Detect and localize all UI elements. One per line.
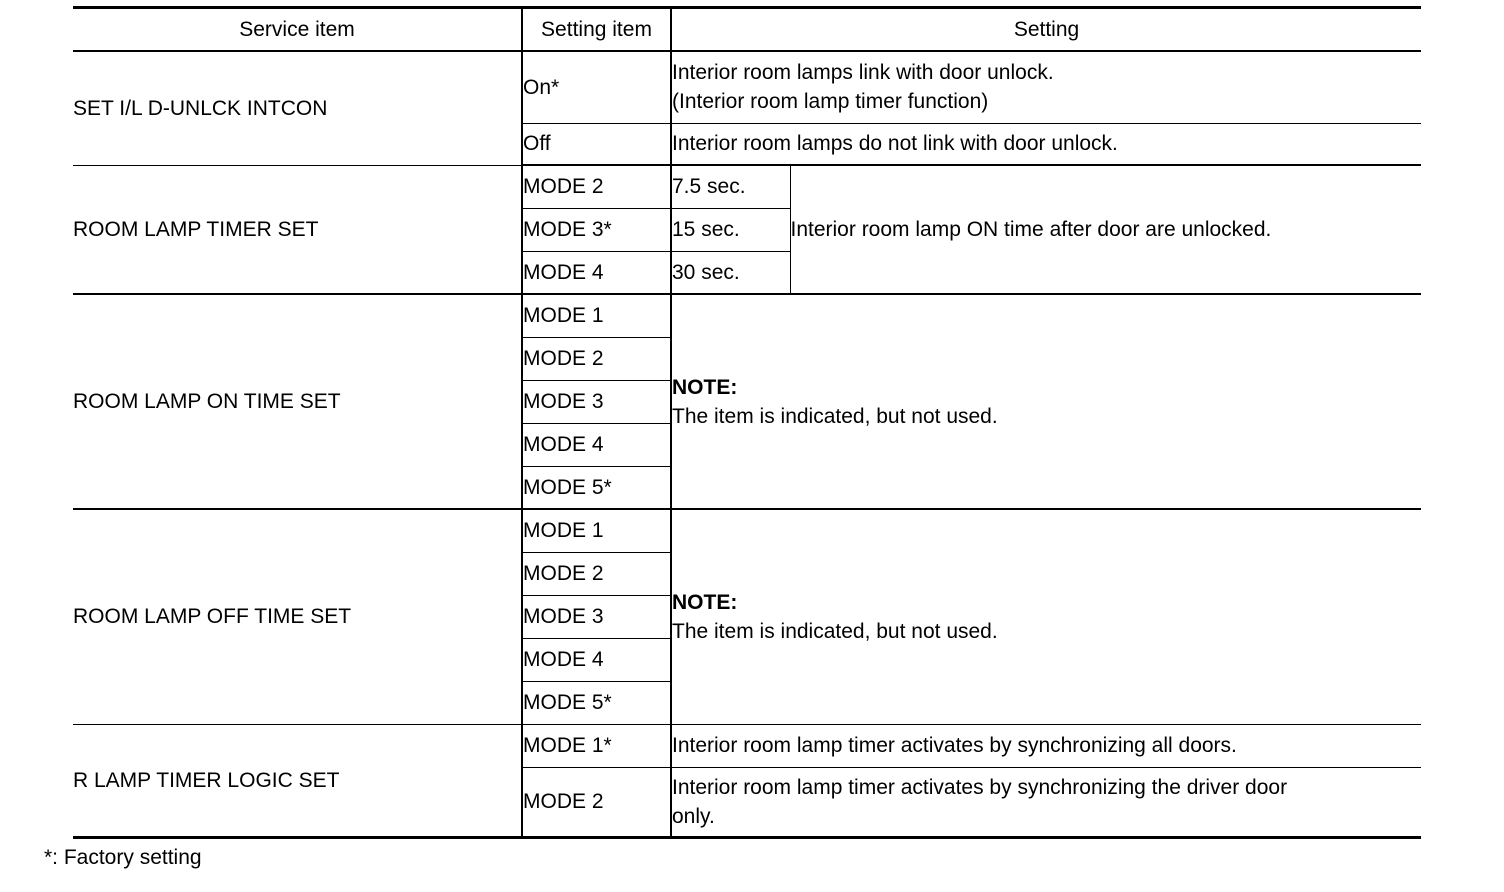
- header-service-item: Service item: [73, 8, 522, 52]
- setting-description: Interior room lamp ON time after door are unlocked.: [790, 165, 1421, 294]
- table-row: [73, 724, 1421, 767]
- table-header-row: [73, 8, 1421, 52]
- setting-description: Interior room lamps do not link with door unlock.: [671, 123, 1421, 165]
- setting-item: MODE 1: [522, 294, 671, 337]
- note-text: The item is indicated, but not used.: [672, 404, 998, 428]
- setting-description: [671, 767, 1421, 837]
- setting-item: MODE 4: [522, 423, 671, 466]
- table-row: [73, 165, 1421, 208]
- setting-description: Interior room lamp timer activates by synchronizing all doors.: [671, 724, 1421, 767]
- service-table-container: [73, 6, 1421, 839]
- time-value: 30 sec.: [671, 251, 790, 294]
- setting-description: [671, 51, 1421, 123]
- setting-item: MODE 2: [522, 767, 671, 837]
- header-setting-item: Setting item: [522, 8, 671, 52]
- setting-item: MODE 1*: [522, 724, 671, 767]
- time-value: 7.5 sec.: [671, 165, 790, 208]
- description-line: (Interior room lamp timer function): [672, 90, 989, 114]
- service-name: SET I/L D-UNLCK INTCON: [73, 51, 522, 165]
- footnote: *: Factory setting: [44, 846, 202, 869]
- description-line: only.: [672, 804, 715, 828]
- note-label: NOTE:: [672, 375, 738, 399]
- setting-item: MODE 3: [522, 380, 671, 423]
- table-row: [73, 509, 1421, 552]
- setting-item: MODE 3*: [522, 208, 671, 251]
- service-name: ROOM LAMP TIMER SET: [73, 165, 522, 294]
- setting-item: MODE 2: [522, 165, 671, 208]
- setting-item: MODE 5*: [522, 466, 671, 509]
- setting-item: MODE 1: [522, 509, 671, 552]
- setting-item: Off: [522, 123, 671, 165]
- setting-item: On*: [522, 51, 671, 123]
- header-setting: Setting: [671, 8, 1421, 52]
- service-name: ROOM LAMP ON TIME SET: [73, 294, 522, 509]
- table-row: [73, 294, 1421, 337]
- setting-item: MODE 5*: [522, 681, 671, 724]
- service-name: R LAMP TIMER LOGIC SET: [73, 724, 522, 837]
- description-line: Interior room lamp timer activates by synchronizing the driver door: [672, 775, 1288, 799]
- table-row: [73, 51, 1421, 123]
- note-text: The item is indicated, but not used.: [672, 619, 998, 643]
- setting-item: MODE 2: [522, 552, 671, 595]
- time-value: 15 sec.: [671, 208, 790, 251]
- setting-item: MODE 4: [522, 638, 671, 681]
- setting-item: MODE 2: [522, 337, 671, 380]
- setting-item: MODE 3: [522, 595, 671, 638]
- service-name: ROOM LAMP OFF TIME SET: [73, 509, 522, 724]
- note-cell: [671, 509, 1421, 724]
- setting-item: MODE 4: [522, 251, 671, 294]
- note-cell: [671, 294, 1421, 509]
- description-line: Interior room lamps link with door unlock.: [672, 61, 1054, 85]
- note-label: NOTE:: [672, 590, 738, 614]
- service-settings-table: [73, 6, 1421, 839]
